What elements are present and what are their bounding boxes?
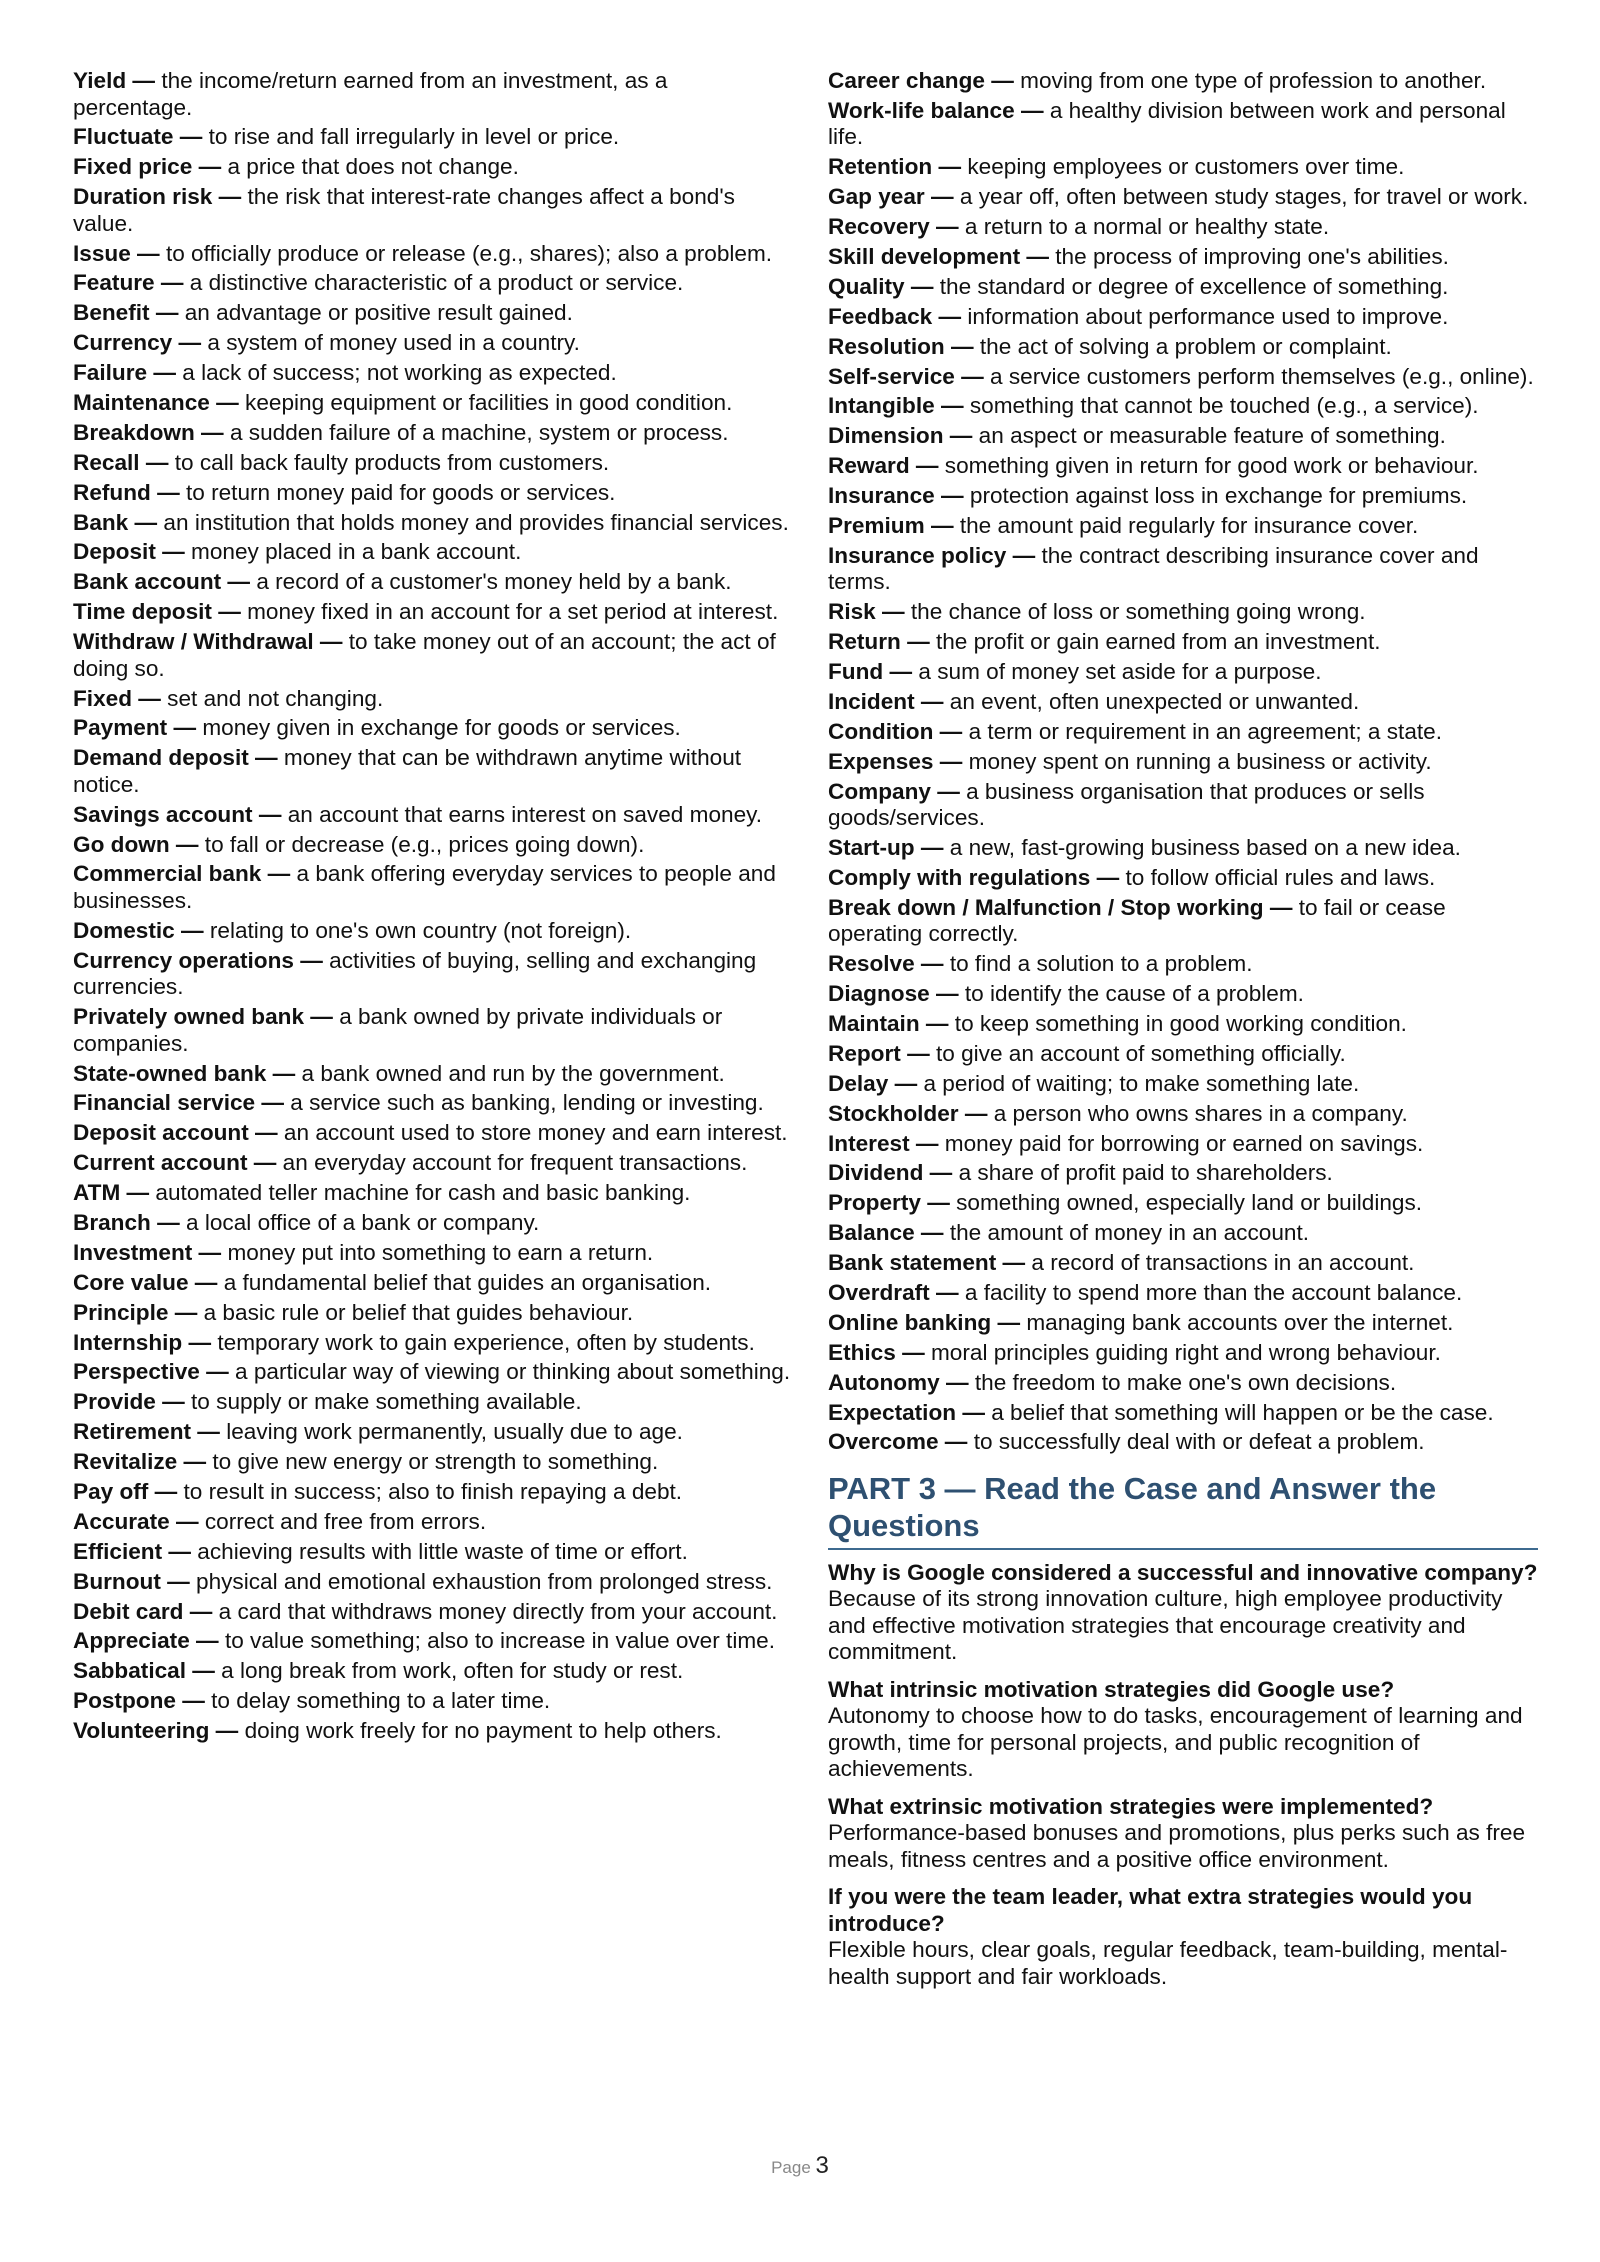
glossary-entry: [73, 1061, 793, 1088]
glossary-definition: a record of transactions in an account.: [1031, 1250, 1415, 1276]
glossary-definition: activities of buying, selling and exchanging currencies.: [73, 947, 757, 1000]
glossary-term: Perspective —: [73, 1359, 229, 1385]
glossary-definition: an everyday account for frequent transactions.: [282, 1150, 748, 1176]
glossary-definition: an account that earns interest on saved money.: [287, 801, 763, 827]
glossary-definition: a bank owned and run by the government.: [301, 1060, 725, 1086]
glossary-definition: doing work freely for no payment to help others.: [244, 1718, 722, 1744]
glossary-definition: a particular way of viewing or thinking about something.: [235, 1359, 791, 1385]
glossary-definition: a year off, often between study stages, for travel or work.: [959, 184, 1529, 210]
glossary-definition: a business organisation that produces or sells goods/services.: [828, 778, 1425, 831]
glossary-definition: a local office of a bank or company.: [186, 1210, 540, 1235]
glossary-definition: to fail or cease operating correctly.: [828, 894, 1446, 947]
glossary-entry: [828, 274, 1538, 301]
glossary-definition: a system of money used in a country.: [207, 330, 580, 356]
glossary-entry: [828, 1370, 1538, 1397]
glossary-term: Volunteering —: [73, 1718, 239, 1744]
qa-item: [828, 1677, 1538, 1783]
glossary-term: Refund —: [73, 479, 180, 505]
glossary-term: Maintain —: [828, 1010, 949, 1036]
glossary-entry: [828, 599, 1538, 626]
glossary-entry: [73, 300, 793, 327]
glossary-definition: the freedom to make one's own decisions.: [974, 1369, 1397, 1395]
glossary-term: Skill development —: [828, 243, 1049, 269]
glossary-entry: [828, 629, 1538, 656]
glossary-definition: to take money out of an account; the act of doing so.: [73, 629, 776, 681]
glossary-term: Fund —: [828, 659, 913, 685]
glossary-term: Condition —: [828, 718, 963, 744]
glossary-term: Currency —: [73, 330, 202, 356]
glossary-term: Financial service —: [73, 1090, 284, 1116]
glossary-term: Sabbatical —: [73, 1658, 215, 1684]
glossary-definition: to give an account of something officially.: [935, 1040, 1346, 1066]
glossary-term: Demand deposit —: [73, 745, 278, 771]
glossary-definition: to supply or make something available.: [191, 1389, 582, 1415]
glossary-definition: money put into something to earn a return.: [227, 1239, 654, 1265]
glossary-term: Accurate —: [73, 1508, 199, 1534]
glossary-term: Ethics —: [828, 1339, 925, 1365]
glossary-definition: a distinctive characteristic of a product or service.: [189, 270, 684, 296]
glossary-definition: set and not changing.: [167, 685, 384, 711]
glossary-right-column: [828, 68, 1538, 2001]
glossary-entry: [828, 1310, 1538, 1337]
glossary-definition: a healthy division between work and personal life.: [828, 97, 1506, 150]
glossary-term: Dimension —: [828, 423, 973, 449]
glossary-definition: a record of a customer's money held by a bank.: [256, 569, 732, 595]
glossary-term: Risk —: [828, 599, 905, 625]
glossary-term: Fluctuate —: [73, 124, 203, 150]
glossary-entry: [73, 1569, 793, 1596]
glossary-definition: correct and free from errors.: [204, 1508, 487, 1534]
glossary-definition: money spent on running a business or activity.: [968, 748, 1432, 774]
glossary-term: Company —: [828, 778, 960, 804]
glossary-entry: [73, 241, 793, 268]
glossary-term: Principle —: [73, 1299, 198, 1325]
glossary-definition: managing bank accounts over the internet.: [1026, 1309, 1454, 1335]
glossary-entry: [73, 832, 793, 859]
glossary-entry: [73, 124, 793, 151]
glossary-definition: an account used to store money and earn interest.: [283, 1120, 788, 1146]
glossary-definition: a service customers perform themselves (e.g., online).: [990, 363, 1534, 389]
glossary-term: Appreciate —: [73, 1628, 219, 1654]
glossary-entry: [73, 1180, 793, 1207]
glossary-term: Savings account —: [73, 801, 282, 827]
glossary-term: Debit card —: [73, 1598, 213, 1624]
glossary-entry: [828, 981, 1538, 1008]
glossary-definition: to successfully deal with or defeat a problem.: [973, 1429, 1425, 1455]
glossary-definition: protection against loss in exchange for premiums.: [969, 483, 1468, 509]
glossary-entry: [73, 948, 793, 1001]
glossary-term: Privately owned bank —: [73, 1004, 333, 1030]
glossary-entry: [73, 569, 793, 596]
glossary-term: Fixed —: [73, 685, 161, 711]
glossary-entry: [73, 1210, 793, 1237]
glossary-term: Time deposit —: [73, 599, 241, 625]
glossary-entry: [73, 686, 793, 713]
glossary-entry: [73, 1449, 793, 1476]
glossary-entry: [73, 510, 793, 537]
glossary-entry: [828, 1220, 1538, 1247]
glossary-definition: something owned, especially land or buildings.: [956, 1190, 1423, 1216]
question: What extrinsic motivation strategies were implemented?: [828, 1793, 1434, 1819]
glossary-entry: [828, 1280, 1538, 1307]
glossary-entry: [828, 214, 1538, 241]
glossary-entry: [73, 1718, 793, 1745]
glossary-term: Deposit —: [73, 539, 185, 565]
glossary-entry: [828, 659, 1538, 686]
glossary-entry: [828, 865, 1538, 892]
glossary-definition: a return to a normal or healthy state.: [964, 214, 1330, 240]
glossary-entry: [73, 184, 793, 237]
glossary-definition: an aspect or measurable feature of something.: [978, 423, 1446, 449]
glossary-term: Resolution —: [828, 333, 974, 359]
glossary-entry: [828, 1429, 1538, 1456]
glossary-entry: [73, 1300, 793, 1327]
glossary-term: Work-life balance —: [828, 97, 1044, 123]
glossary-term: Gap year —: [828, 184, 954, 210]
glossary-term: Overdraft —: [828, 1279, 959, 1305]
glossary-term: Burnout —: [73, 1568, 190, 1594]
glossary-term: Currency operations —: [73, 947, 323, 973]
glossary-definition: a service such as banking, lending or investing.: [290, 1090, 764, 1116]
glossary-term: Stockholder —: [828, 1100, 988, 1126]
glossary-term: Core value —: [73, 1269, 218, 1295]
glossary-term: Recall —: [73, 449, 169, 475]
glossary-term: Fixed price —: [73, 154, 222, 180]
glossary-definition: leaving work permanently, usually due to age.: [226, 1419, 683, 1445]
glossary-entry: [73, 1004, 793, 1057]
glossary-definition: to rise and fall irregularly in level or price.: [208, 124, 620, 150]
glossary-term: Reward —: [828, 453, 939, 479]
glossary-entry: [73, 1240, 793, 1267]
glossary-definition: temporary work to gain experience, often by students.: [217, 1329, 755, 1355]
glossary-entry: [73, 918, 793, 945]
glossary-entry: [73, 390, 793, 417]
glossary-term: State-owned bank —: [73, 1060, 296, 1086]
glossary-entry: [828, 1041, 1538, 1068]
glossary-entry: [73, 1658, 793, 1685]
glossary-term: Interest —: [828, 1130, 939, 1156]
glossary-term: Breakdown —: [73, 419, 224, 445]
glossary-definition: to follow official rules and laws.: [1125, 864, 1436, 890]
glossary-term: Postpone —: [73, 1688, 205, 1714]
glossary-term: Break down / Malfunction / Stop working —: [828, 894, 1293, 920]
glossary-definition: a lack of success; not working as expected.: [182, 360, 617, 386]
glossary-definition: a new, fast-growing business based on a new idea.: [949, 834, 1461, 860]
glossary-definition: a basic rule or belief that guides behaviour.: [203, 1299, 634, 1325]
glossary-term: Overcome —: [828, 1429, 968, 1455]
glossary-term: Go down —: [73, 831, 199, 857]
qa-item: [828, 1884, 1538, 1990]
glossary-definition: the process of improving one's abilities.: [1055, 243, 1449, 269]
glossary-definition: the risk that interest-rate changes affect a bond's value.: [73, 184, 735, 236]
glossary-entry: [73, 1330, 793, 1357]
glossary-entry: [828, 154, 1538, 181]
glossary-entry: [828, 304, 1538, 331]
glossary-term: Investment —: [73, 1239, 222, 1265]
glossary-term: Comply with regulations —: [828, 864, 1120, 890]
glossary-entry: [828, 1131, 1538, 1158]
glossary-definition: a person who owns shares in a company.: [993, 1100, 1408, 1126]
glossary-term: Career change —: [828, 68, 1014, 93]
glossary-entry: [828, 719, 1538, 746]
glossary-entry: [73, 68, 793, 121]
glossary-definition: to delay something to a later time.: [211, 1688, 551, 1714]
glossary-entry: [73, 1389, 793, 1416]
glossary-entry: [828, 895, 1538, 948]
glossary-definition: a bank owned by private individuals or companies.: [73, 1004, 723, 1056]
glossary-term: Diagnose —: [828, 981, 959, 1007]
glossary-definition: moral principles guiding right and wrong behaviour.: [930, 1339, 1441, 1365]
glossary-entry: [73, 154, 793, 181]
glossary-definition: to call back faulty products from customers.: [174, 449, 610, 475]
qa-item: [828, 1794, 1538, 1874]
glossary-term: Recovery —: [828, 214, 959, 240]
glossary-term: Premium —: [828, 512, 954, 538]
glossary-term: Self-service —: [828, 363, 984, 389]
glossary-entry: [73, 861, 793, 914]
page-number: 3: [815, 2152, 829, 2179]
glossary-entry: [73, 539, 793, 566]
glossary-term: ATM —: [73, 1180, 150, 1206]
qa-list: [828, 1560, 1538, 1991]
glossary-definition: to return money paid for goods or services.: [185, 479, 616, 505]
glossary-entry: [73, 1120, 793, 1147]
glossary-definition: money given in exchange for goods or services.: [202, 715, 681, 741]
glossary-definition: a facility to spend more than the account balance.: [964, 1279, 1463, 1305]
question: Why is Google considered a successful and innovative company?: [828, 1559, 1538, 1585]
glossary-entry: [73, 629, 793, 682]
glossary-definition: to identify the cause of a problem.: [964, 981, 1304, 1007]
glossary-definition: a fundamental belief that guides an organisation.: [223, 1269, 712, 1295]
glossary-entry: [73, 1599, 793, 1626]
glossary-definition: an institution that holds money and provides financial services.: [163, 509, 789, 535]
glossary-term: Failure —: [73, 360, 176, 386]
glossary-term: Retirement —: [73, 1419, 220, 1445]
glossary-term: Return —: [828, 629, 930, 655]
glossary-definition: to fall or decrease (e.g., prices going down).: [204, 831, 645, 857]
glossary-definition: a sudden failure of a machine, system or process.: [229, 419, 729, 445]
glossary-term: Branch —: [73, 1210, 180, 1235]
glossary-definition: a long break from work, often for study or rest.: [221, 1658, 684, 1684]
glossary-term: Duration risk —: [73, 184, 242, 210]
glossary-entry: [73, 360, 793, 387]
glossary-definition: the contract describing insurance cover and terms.: [828, 542, 1479, 595]
question: If you were the team leader, what extra strategies would you introduce?: [828, 1884, 1473, 1936]
glossary-definition: an event, often unexpected or unwanted.: [949, 688, 1360, 714]
glossary-term: Bank statement —: [828, 1250, 1026, 1276]
glossary-entry: [828, 364, 1538, 391]
glossary-entry: [73, 1090, 793, 1117]
glossary-entry: [828, 483, 1538, 510]
glossary-definition: the act of solving a problem or complaint.: [979, 333, 1392, 359]
glossary-entry: [828, 689, 1538, 716]
glossary-definition: a bank offering everyday services to people and businesses.: [73, 861, 776, 913]
glossary-entry: [828, 1400, 1538, 1427]
glossary-definition: a share of profit paid to shareholders.: [958, 1160, 1333, 1186]
glossary-definition: to give new energy or strength to something.: [212, 1449, 659, 1475]
glossary-definition: the standard or degree of excellence of something.: [939, 273, 1449, 299]
glossary-term: Efficient —: [73, 1538, 191, 1564]
glossary-definition: the amount paid regularly for insurance cover.: [959, 512, 1419, 538]
glossary-definition: physical and emotional exhaustion from prolonged stress.: [196, 1568, 773, 1594]
glossary-term: Commercial bank —: [73, 861, 291, 887]
glossary-entry: [828, 453, 1538, 480]
glossary-definition: keeping equipment or facilities in good condition.: [245, 390, 733, 416]
glossary-entry: [73, 1359, 793, 1386]
glossary-definition: a term or requirement in an agreement; a state.: [968, 718, 1443, 744]
glossary-definition: the income/return earned from an investment, as a percentage.: [73, 68, 668, 120]
glossary-term: Intangible —: [828, 393, 964, 419]
answer: Autonomy to choose how to do tasks, encouragement of learning and growth, time for personal projects, and public recognition of achievements.: [828, 1703, 1523, 1782]
glossary-entry: [73, 480, 793, 507]
glossary-entry: [828, 98, 1538, 151]
glossary-term: Bank —: [73, 509, 158, 535]
glossary-term: Payment —: [73, 715, 197, 741]
right-entries: [828, 68, 1538, 1456]
glossary-term: Pay off —: [73, 1479, 178, 1505]
glossary-entry: [73, 1479, 793, 1506]
part3-title: PART 3 — Read the Case and Answer the Questions: [828, 1470, 1538, 1550]
glossary-definition: money that can be withdrawn anytime without notice.: [73, 745, 742, 797]
glossary-term: Deposit account —: [73, 1120, 278, 1146]
glossary-definition: keeping employees or customers over time.: [967, 154, 1405, 180]
glossary-definition: relating to one's own country (not foreign).: [209, 917, 632, 943]
glossary-definition: money paid for borrowing or earned on savings.: [944, 1130, 1424, 1156]
glossary-term: Feature —: [73, 270, 184, 296]
glossary-definition: to find a solution to a problem.: [949, 951, 1253, 977]
glossary-entry: [828, 334, 1538, 361]
glossary-definition: to keep something in good working condition.: [954, 1010, 1407, 1036]
glossary-entry: [828, 244, 1538, 271]
glossary-term: Maintenance —: [73, 390, 239, 416]
glossary-definition: a belief that something will happen or be the case.: [991, 1399, 1494, 1425]
glossary-term: Domestic —: [73, 917, 204, 943]
glossary-entry: [828, 513, 1538, 540]
glossary-definition: a price that does not change.: [227, 154, 519, 180]
glossary-term: Incident —: [828, 688, 944, 714]
glossary-entry: [73, 1539, 793, 1566]
glossary-entry: [73, 1688, 793, 1715]
glossary-entry: [828, 779, 1538, 832]
answer: Flexible hours, clear goals, regular feedback, team-building, mental-health support and fair workloads.: [828, 1937, 1508, 1989]
glossary-definition: an advantage or positive result gained.: [184, 300, 573, 326]
answer: Because of its strong innovation culture, high employee productivity and effective motivation strategies that encourage creativity and commitment.: [828, 1586, 1503, 1665]
glossary-entry: [828, 1190, 1538, 1217]
glossary-entry: [828, 393, 1538, 420]
glossary-definition: a card that withdraws money directly from your account.: [218, 1598, 778, 1624]
glossary-entry: [73, 599, 793, 626]
glossary-entry: [828, 835, 1538, 862]
glossary-term: Balance —: [828, 1220, 944, 1246]
glossary-term: Issue —: [73, 240, 160, 266]
glossary-term: Revitalize —: [73, 1449, 207, 1475]
glossary-entry: [73, 420, 793, 447]
glossary-definition: money placed in a bank account.: [191, 539, 522, 565]
glossary-definition: to result in success; also to finish repaying a debt.: [183, 1479, 683, 1505]
glossary-term: Online banking —: [828, 1309, 1021, 1335]
glossary-left-column: [73, 68, 793, 1748]
glossary-entry: [73, 1509, 793, 1536]
glossary-entry: [73, 270, 793, 297]
glossary-entry: [828, 1101, 1538, 1128]
glossary-definition: achieving results with little waste of time or effort.: [197, 1538, 688, 1564]
page-label: Page: [771, 2158, 811, 2177]
page-footer: [0, 2152, 1600, 2180]
glossary-definition: the amount of money in an account.: [949, 1220, 1310, 1246]
glossary-entry: [828, 951, 1538, 978]
glossary-entry: [73, 1419, 793, 1446]
qa-item: [828, 1560, 1538, 1666]
glossary-entry: [828, 68, 1538, 95]
glossary-entry: [828, 1160, 1538, 1187]
glossary-entry: [828, 184, 1538, 211]
glossary-term: Dividend —: [828, 1160, 953, 1186]
glossary-definition: money fixed in an account for a set period at interest.: [247, 599, 779, 625]
glossary-entry: [828, 423, 1538, 450]
glossary-term: Start-up —: [828, 834, 944, 860]
glossary-entry: [828, 1071, 1538, 1098]
glossary-term: Autonomy —: [828, 1369, 969, 1395]
glossary-entry: [73, 802, 793, 829]
glossary-term: Bank account —: [73, 569, 251, 595]
question: What intrinsic motivation strategies did Google use?: [828, 1676, 1395, 1702]
glossary-entry: [73, 1150, 793, 1177]
glossary-definition: a period of waiting; to make something late.: [923, 1070, 1360, 1096]
glossary-definition: something that cannot be touched (e.g., a service).: [969, 393, 1479, 419]
glossary-term: Insurance —: [828, 483, 964, 509]
glossary-entry: [73, 715, 793, 742]
glossary-term: Quality —: [828, 273, 934, 299]
glossary-entry: [73, 1628, 793, 1655]
glossary-entry: [828, 1250, 1538, 1277]
glossary-term: Resolve —: [828, 951, 944, 977]
glossary-term: Feedback —: [828, 303, 962, 329]
glossary-definition: to value something; also to increase in value over time.: [224, 1628, 776, 1654]
glossary-term: Retention —: [828, 154, 962, 180]
glossary-entry: [828, 1011, 1538, 1038]
glossary-term: Property —: [828, 1190, 950, 1216]
glossary-entry: [73, 745, 793, 798]
glossary-definition: information about performance used to improve.: [967, 303, 1449, 329]
glossary-term: Expectation —: [828, 1399, 985, 1425]
glossary-definition: the profit or gain earned from an investment.: [935, 629, 1381, 655]
glossary-definition: a sum of money set aside for a purpose.: [918, 659, 1322, 685]
glossary-definition: something given in return for good work or behaviour.: [944, 453, 1479, 479]
glossary-term: Yield —: [73, 68, 156, 93]
glossary-term: Withdraw / Withdrawal —: [73, 629, 343, 655]
glossary-term: Current account —: [73, 1150, 277, 1176]
glossary-entry: [73, 330, 793, 357]
glossary-term: Delay —: [828, 1070, 918, 1096]
glossary-entry: [828, 749, 1538, 776]
glossary-entry: [73, 1270, 793, 1297]
glossary-term: Expenses —: [828, 748, 963, 774]
glossary-definition: moving from one type of profession to another.: [1020, 68, 1487, 93]
glossary-definition: to officially produce or release (e.g., shares); also a problem.: [165, 240, 773, 266]
glossary-term: Report —: [828, 1040, 930, 1066]
glossary-term: Provide —: [73, 1389, 185, 1415]
glossary-entry: [828, 543, 1538, 596]
answer: Performance-based bonuses and promotions, plus perks such as free meals, fitness centres and a positive office environment.: [828, 1820, 1526, 1872]
glossary-definition: automated teller machine for cash and basic banking.: [155, 1180, 691, 1206]
glossary-term: Insurance policy —: [828, 542, 1036, 568]
glossary-definition: the chance of loss or something going wrong.: [910, 599, 1366, 625]
glossary-term: Benefit —: [73, 300, 179, 326]
glossary-entry: [828, 1340, 1538, 1367]
glossary-term: Internship —: [73, 1329, 212, 1355]
glossary-entry: [73, 450, 793, 477]
